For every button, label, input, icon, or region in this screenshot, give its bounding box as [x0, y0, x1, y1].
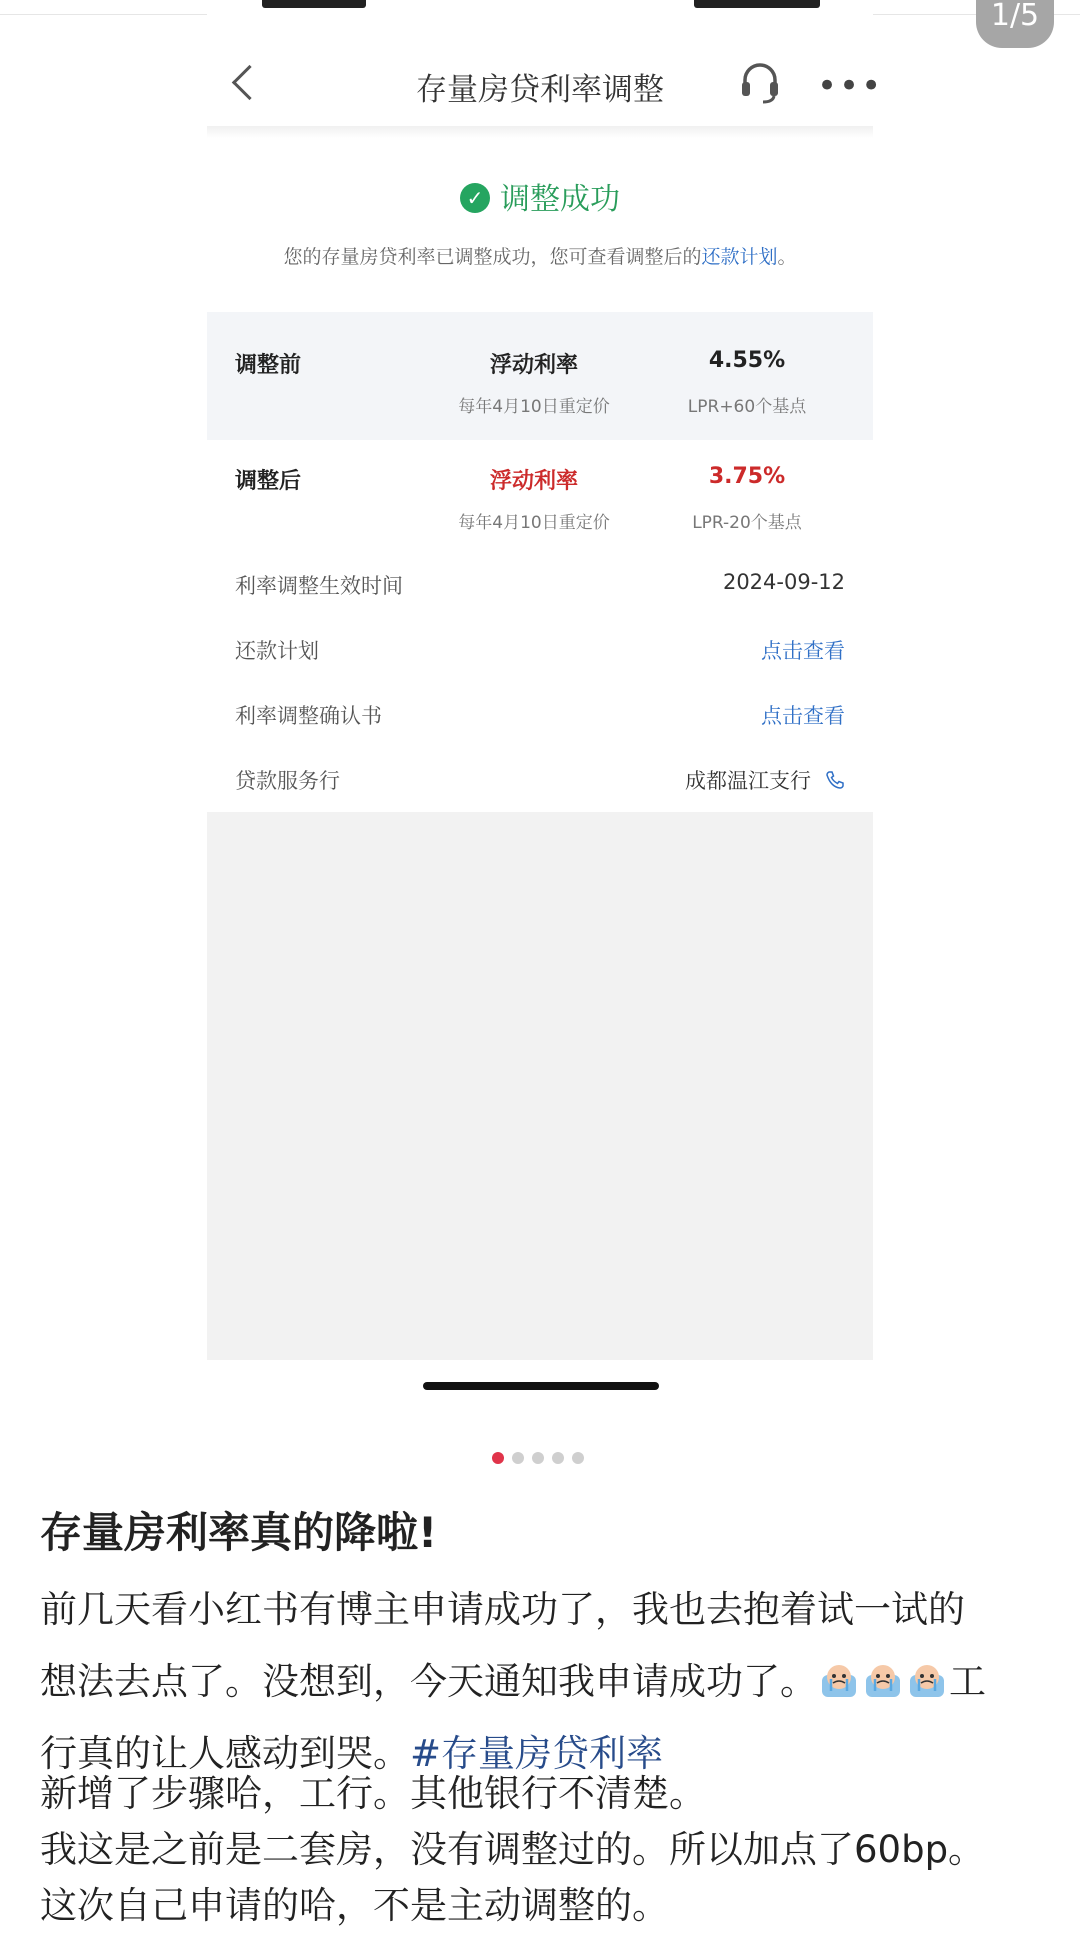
- before-rate-value: 4.55%: [708, 348, 786, 373]
- carousel-dot[interactable]: [552, 1452, 564, 1464]
- post-line: 这次自己申请的哈，不是主动调整的。: [40, 1884, 669, 1927]
- post-line-text: 行真的让人感动到哭。: [40, 1732, 410, 1775]
- success-title: 调整成功: [500, 182, 620, 217]
- nav-bar: [207, 14, 884, 124]
- before-lpr-spread: LPR+60个基点: [687, 397, 807, 417]
- embedded-app-screenshot[interactable]: [207, 14, 884, 1426]
- carousel-dot[interactable]: [532, 1452, 544, 1464]
- check-circle-icon: ✓: [460, 183, 490, 213]
- carousel-dot[interactable]: [512, 1452, 524, 1464]
- success-description: [207, 242, 873, 269]
- before-reprice-note: 每年4月10日重定价: [458, 397, 610, 417]
- post-line: 我这是之前是二套房，没有调整过的。所以加点了60bp。: [40, 1828, 986, 1871]
- repayment-plan-label: 还款计划: [235, 639, 319, 663]
- repayment-plan-link[interactable]: 还款计划: [701, 246, 778, 268]
- crying-emoji-icon: [908, 1661, 946, 1699]
- service-branch-label: 贷款服务行: [235, 769, 340, 793]
- before-adjustment-block: [207, 312, 873, 440]
- status-bar-fragment: [694, 0, 820, 8]
- post-line: 前几天看小红书有博主申请成功了，我也去抱着试一试的: [40, 1588, 965, 1631]
- crying-emoji-icon: [820, 1661, 858, 1699]
- confirmation-letter-label: 利率调整确认书: [235, 704, 382, 728]
- image-page-counter: 1/5: [976, 0, 1054, 48]
- post-line-text: 工: [949, 1660, 986, 1703]
- customer-service-headset-icon[interactable]: [739, 60, 781, 106]
- service-branch-value[interactable]: [685, 765, 845, 795]
- after-rate-value: 3.75%: [708, 464, 786, 489]
- home-indicator-bar[interactable]: [423, 1382, 659, 1390]
- hashtag-link[interactable]: #存量房贷利率: [410, 1732, 664, 1775]
- more-options-icon[interactable]: •••: [817, 66, 884, 106]
- effective-date-value: 2024-09-12: [722, 570, 845, 594]
- after-label: 调整后: [235, 469, 302, 494]
- effective-date-label: 利率调整生效时间: [235, 574, 403, 598]
- after-lpr-spread: LPR-20个基点: [692, 513, 802, 533]
- confirmation-letter-view-link[interactable]: 点击查看: [761, 704, 845, 728]
- page-title: 存量房贷利率调整: [416, 72, 664, 108]
- post-title: 存量房利率真的降啦!: [40, 1508, 438, 1557]
- status-bar-remnant: [0, 0, 1080, 15]
- before-rate-type: 浮动利率: [489, 353, 578, 378]
- after-reprice-note: 每年4月10日重定价: [458, 513, 610, 533]
- post-line-text: 想法去点了。没想到，今天通知我申请成功了。: [40, 1660, 817, 1703]
- nav-divider: [207, 126, 873, 138]
- success-status: [207, 174, 873, 218]
- crying-emoji-icon: [864, 1661, 902, 1699]
- post-body-paragraph-2: [40, 1766, 1050, 1934]
- carousel-dot-active[interactable]: [492, 1452, 504, 1464]
- repayment-plan-view-link[interactable]: 点击查看: [761, 639, 845, 663]
- success-desc-text: 您的存量房贷利率已调整成功，您可查看调整后的: [283, 246, 702, 268]
- carousel-dots[interactable]: [492, 1449, 592, 1463]
- post-body-paragraph-1: [40, 1574, 1050, 1790]
- post-line: 新增了步骤哈，工行。其他银行不清楚。: [40, 1772, 706, 1815]
- carousel-dot[interactable]: [572, 1452, 584, 1464]
- after-rate-type: 浮动利率: [489, 469, 578, 494]
- status-bar-fragment: [262, 0, 366, 8]
- phone-call-icon[interactable]: [825, 770, 845, 790]
- before-label: 调整前: [235, 353, 302, 378]
- empty-content-area: [207, 812, 873, 1360]
- post-line: [40, 1646, 1050, 1718]
- success-desc-end: 。: [777, 246, 797, 268]
- service-branch-name: 成都温江支行: [685, 769, 811, 793]
